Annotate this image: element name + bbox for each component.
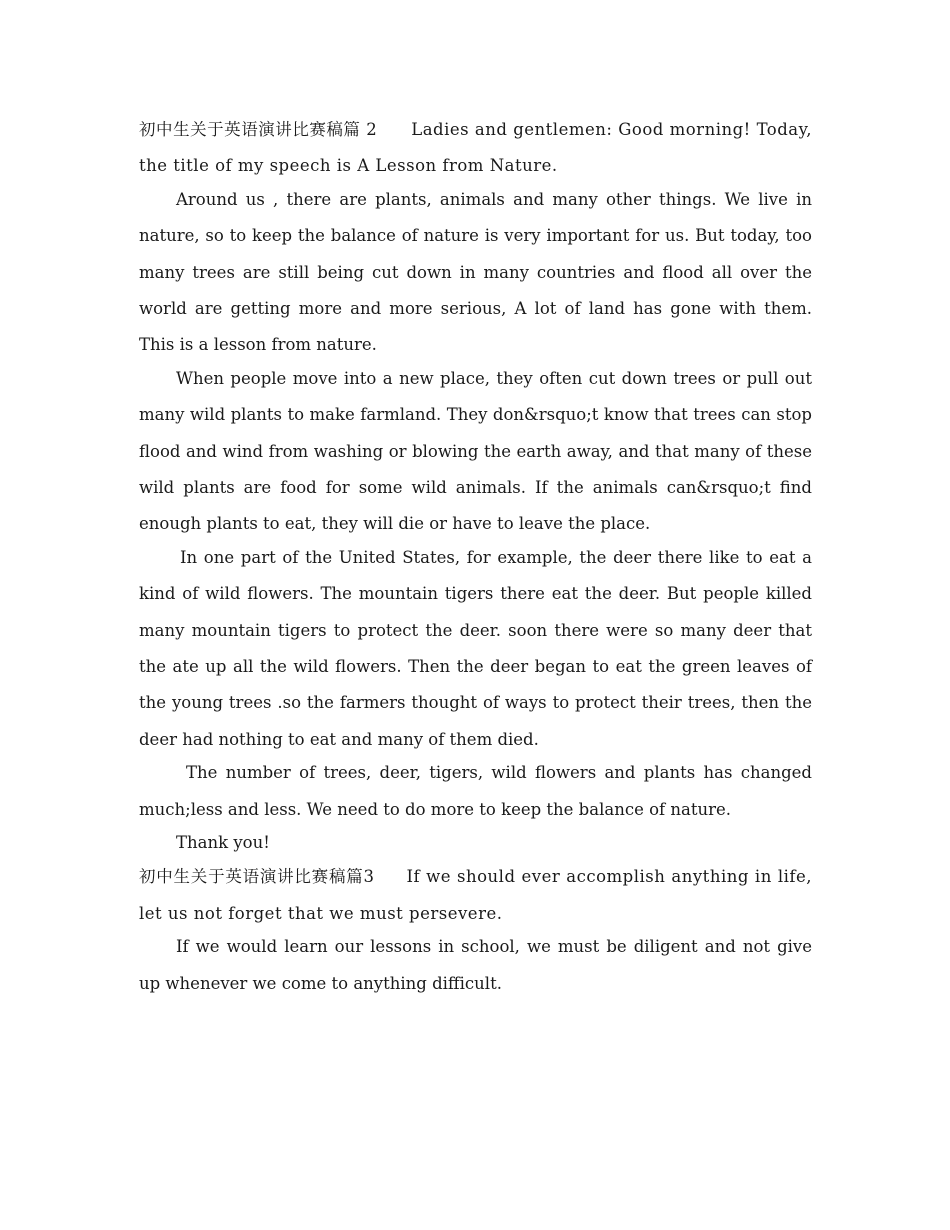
closing-line: Thank you! [176, 833, 270, 853]
paragraph: Around us , there are plants, animals and many other things. We live in nature, so to keep the balance of nature is very important for us. But today, too many trees are still being cut down in many countries and flood all over the world are getting more and more serious, A lot of land has gone with them. This is a lesson from nature. [139, 190, 812, 355]
document-body [139, 112, 812, 1002]
paragraph: The number of trees, deer, tigers, wild flowers and plants has changed much;less and less. We need to do more to keep the balance of nature. [139, 763, 812, 819]
paragraph: If we would learn our lessons in school, we must be diligent and not give up whenever we come to anything difficult. [139, 937, 812, 993]
paragraph: In one part of the United States, for example, the deer there like to eat a kind of wild flowers. The mountain tigers there eat the deer. But people killed many mountain tigers to protect the deer. soon there were so many deer that the ate up all the wild flowers. Then the deer began to eat the green leaves of the young trees .so the farmers thought of ways to protect their trees, then the deer had nothing to eat and many of them died. [139, 548, 812, 749]
section-2-heading-line [139, 112, 812, 185]
section-2-title: 初中生关于英语演讲比赛稿篇 2 [139, 120, 378, 139]
paragraph: When people move into a new place, they often cut down trees or pull out many wild plants to make farmland. They don&rsquo;t know that trees can stop flood and wind from washing or blowing the earth away, and that many of these wild plants are food for some wild animals. If the animals can&rsquo;t find enough plants to eat, they will die or have to leave the place. [139, 369, 812, 534]
section-3-title: 初中生关于英语演讲比赛稿篇3 [139, 867, 375, 887]
section-2-opening: Ladies and gentlemen: Good morning! Today, the title of my speech is A Lesson from Nature. [139, 120, 812, 176]
section-3-opening: If we should ever accomplish anything in life, let us not forget that we must persevere. [139, 867, 813, 923]
section-3-heading-line [139, 859, 812, 932]
